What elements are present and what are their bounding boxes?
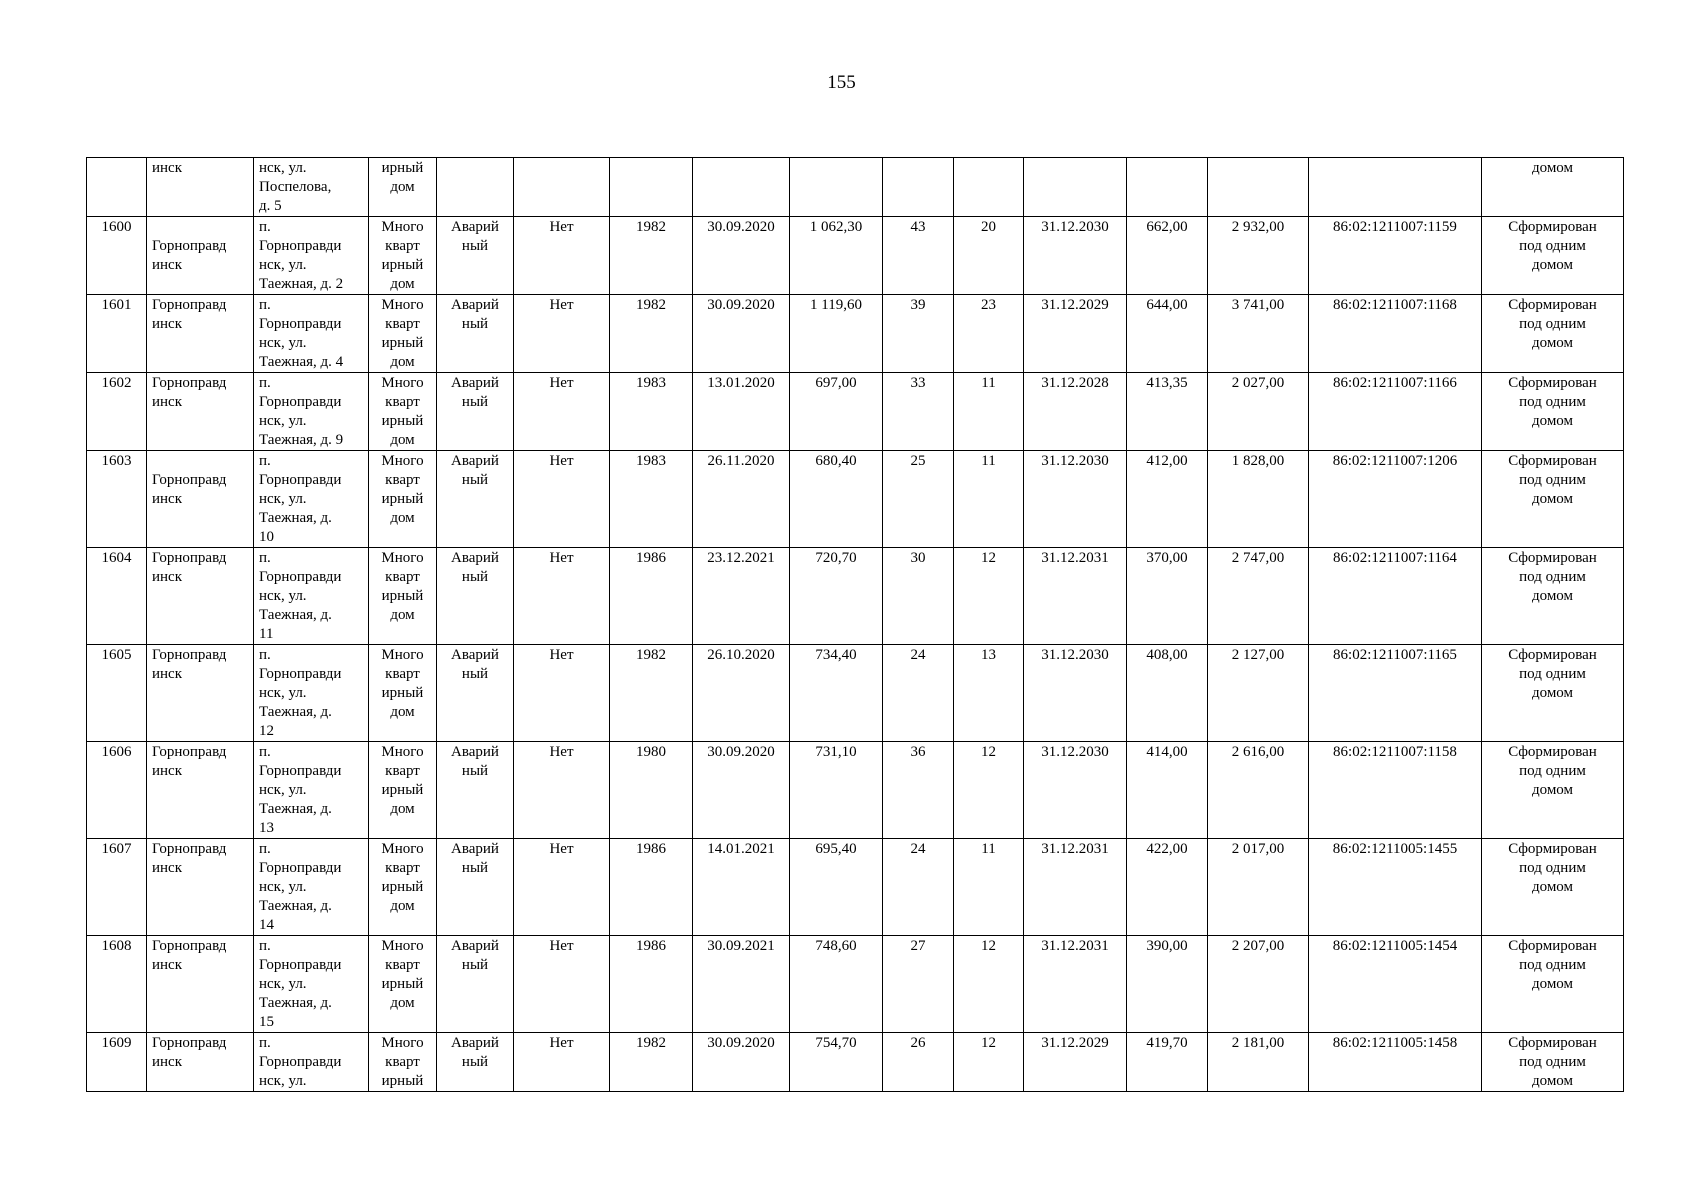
table-row <box>87 742 1624 839</box>
count-cell: 12 <box>954 1033 1024 1092</box>
area-cell: 408,00 <box>1127 645 1208 742</box>
table-row <box>87 217 1624 295</box>
count-cell <box>883 158 954 217</box>
house-type-cell: Много кварт ирный дом <box>369 373 437 451</box>
area-cell: 697,00 <box>790 373 883 451</box>
date-cell: 26.10.2020 <box>693 645 790 742</box>
house-type-cell: ирный дом <box>369 158 437 217</box>
land-status-cell: Сформирован под одним домом <box>1482 451 1624 548</box>
date-cell: 30.09.2020 <box>693 217 790 295</box>
year-cell: 1983 <box>610 451 693 548</box>
status-cell: Аварий ный <box>437 548 514 645</box>
cadastral-number-cell: 86:02:1211005:1455 <box>1309 839 1482 936</box>
house-type-cell: Много кварт ирный дом <box>369 295 437 373</box>
count-cell: 36 <box>883 742 954 839</box>
flag-cell: Нет <box>514 645 610 742</box>
area-cell: 412,00 <box>1127 451 1208 548</box>
land-status-cell: Сформирован под одним домом <box>1482 373 1624 451</box>
area-cell: 422,00 <box>1127 839 1208 936</box>
area-cell: 2 127,00 <box>1208 645 1309 742</box>
deadline-date-cell: 31.12.2031 <box>1024 548 1127 645</box>
year-cell: 1986 <box>610 936 693 1033</box>
area-cell: 413,35 <box>1127 373 1208 451</box>
area-cell: 748,60 <box>790 936 883 1033</box>
status-cell: Аварий ный <box>437 295 514 373</box>
area-cell: 1 119,60 <box>790 295 883 373</box>
address-cell: п. Горноправди нск, ул. Таежная, д. 10 <box>254 451 369 548</box>
flag-cell: Нет <box>514 1033 610 1092</box>
count-cell: 33 <box>883 373 954 451</box>
row-number: 1607 <box>87 839 147 936</box>
table-row <box>87 295 1624 373</box>
table-row <box>87 451 1624 548</box>
status-cell: Аварий ный <box>437 742 514 839</box>
deadline-date-cell: 31.12.2031 <box>1024 936 1127 1033</box>
area-cell: 414,00 <box>1127 742 1208 839</box>
area-cell <box>790 158 883 217</box>
address-cell: п. Горноправди нск, ул. Таежная, д. 9 <box>254 373 369 451</box>
area-cell: 2 932,00 <box>1208 217 1309 295</box>
deadline-date-cell: 31.12.2030 <box>1024 451 1127 548</box>
area-cell: 2 616,00 <box>1208 742 1309 839</box>
area-cell: 734,40 <box>790 645 883 742</box>
flag-cell: Нет <box>514 936 610 1033</box>
area-cell: 1 828,00 <box>1208 451 1309 548</box>
land-status-cell: Сформирован под одним домом <box>1482 1033 1624 1092</box>
count-cell: 24 <box>883 839 954 936</box>
status-cell: Аварий ный <box>437 373 514 451</box>
land-status-cell: Сформирован под одним домом <box>1482 548 1624 645</box>
area-cell: 2 207,00 <box>1208 936 1309 1033</box>
house-type-cell: Много кварт ирный дом <box>369 936 437 1033</box>
area-cell: 2 017,00 <box>1208 839 1309 936</box>
house-type-cell: Много кварт ирный дом <box>369 742 437 839</box>
land-status-cell: Сформирован под одним домом <box>1482 295 1624 373</box>
cadastral-number-cell: 86:02:1211007:1168 <box>1309 295 1482 373</box>
address-cell: п. Горноправди нск, ул. Таежная, д. 4 <box>254 295 369 373</box>
year-cell <box>610 158 693 217</box>
count-cell: 27 <box>883 936 954 1033</box>
cadastral-number-cell: 86:02:1211007:1164 <box>1309 548 1482 645</box>
cadastral-number-cell: 86:02:1211005:1454 <box>1309 936 1482 1033</box>
table-row <box>87 548 1624 645</box>
area-cell: 2 181,00 <box>1208 1033 1309 1092</box>
land-status-cell: Сформирован под одним домом <box>1482 742 1624 839</box>
area-cell: 419,70 <box>1127 1033 1208 1092</box>
house-type-cell: Много кварт ирный дом <box>369 839 437 936</box>
settlement-cell: Горноправд инск <box>147 548 254 645</box>
table-row <box>87 645 1624 742</box>
settlement-cell: Горноправд инск <box>147 742 254 839</box>
row-number <box>87 158 147 217</box>
address-cell: п. Горноправди нск, ул. Таежная, д. 12 <box>254 645 369 742</box>
settlement-cell: Горноправд инск <box>147 373 254 451</box>
table-row <box>87 373 1624 451</box>
deadline-date-cell <box>1024 158 1127 217</box>
count-cell: 30 <box>883 548 954 645</box>
area-cell: 720,70 <box>790 548 883 645</box>
date-cell: 14.01.2021 <box>693 839 790 936</box>
deadline-date-cell: 31.12.2030 <box>1024 645 1127 742</box>
flag-cell <box>514 158 610 217</box>
count-cell: 11 <box>954 451 1024 548</box>
house-type-cell: Много кварт ирный дом <box>369 645 437 742</box>
date-cell: 30.09.2020 <box>693 742 790 839</box>
cadastral-number-cell: 86:02:1211007:1158 <box>1309 742 1482 839</box>
house-type-cell: Много кварт ирный <box>369 1033 437 1092</box>
count-cell: 20 <box>954 217 1024 295</box>
settlement-cell: Горноправд инск <box>147 217 254 295</box>
date-cell: 26.11.2020 <box>693 451 790 548</box>
row-number: 1601 <box>87 295 147 373</box>
area-cell: 2 747,00 <box>1208 548 1309 645</box>
cadastral-number-cell: 86:02:1211007:1165 <box>1309 645 1482 742</box>
address-cell: п. Горноправди нск, ул. Таежная, д. 2 <box>254 217 369 295</box>
year-cell: 1982 <box>610 217 693 295</box>
count-cell <box>954 158 1024 217</box>
flag-cell: Нет <box>514 548 610 645</box>
settlement-cell: Горноправд инск <box>147 295 254 373</box>
status-cell: Аварий ный <box>437 839 514 936</box>
row-number: 1603 <box>87 451 147 548</box>
status-cell: Аварий ный <box>437 936 514 1033</box>
area-cell: 695,40 <box>790 839 883 936</box>
status-cell: Аварий ный <box>437 645 514 742</box>
date-cell <box>693 158 790 217</box>
count-cell: 24 <box>883 645 954 742</box>
year-cell: 1986 <box>610 839 693 936</box>
deadline-date-cell: 31.12.2030 <box>1024 217 1127 295</box>
house-type-cell: Много кварт ирный дом <box>369 217 437 295</box>
flag-cell: Нет <box>514 217 610 295</box>
date-cell: 30.09.2021 <box>693 936 790 1033</box>
row-number: 1608 <box>87 936 147 1033</box>
status-cell: Аварий ный <box>437 451 514 548</box>
address-cell: нск, ул. Поспелова, д. 5 <box>254 158 369 217</box>
status-cell: Аварий ный <box>437 1033 514 1092</box>
flag-cell: Нет <box>514 839 610 936</box>
count-cell: 23 <box>954 295 1024 373</box>
row-number: 1600 <box>87 217 147 295</box>
year-cell: 1982 <box>610 645 693 742</box>
year-cell: 1980 <box>610 742 693 839</box>
cadastral-number-cell: 86:02:1211007:1159 <box>1309 217 1482 295</box>
row-number: 1604 <box>87 548 147 645</box>
area-cell: 754,70 <box>790 1033 883 1092</box>
status-cell: Аварий ный <box>437 217 514 295</box>
address-cell: п. Горноправди нск, ул. <box>254 1033 369 1092</box>
settlement-cell: инск <box>147 158 254 217</box>
settlement-cell: Горноправд инск <box>147 451 254 548</box>
address-cell: п. Горноправди нск, ул. Таежная, д. 11 <box>254 548 369 645</box>
page-number: 155 <box>827 72 856 93</box>
area-cell <box>1127 158 1208 217</box>
count-cell: 43 <box>883 217 954 295</box>
area-cell: 644,00 <box>1127 295 1208 373</box>
year-cell: 1986 <box>610 548 693 645</box>
area-cell: 662,00 <box>1127 217 1208 295</box>
count-cell: 13 <box>954 645 1024 742</box>
cadastral-number-cell <box>1309 158 1482 217</box>
land-status-cell: Сформирован под одним домом <box>1482 839 1624 936</box>
row-number: 1605 <box>87 645 147 742</box>
flag-cell: Нет <box>514 451 610 548</box>
count-cell: 25 <box>883 451 954 548</box>
deadline-date-cell: 31.12.2029 <box>1024 1033 1127 1092</box>
settlement-cell: Горноправд инск <box>147 936 254 1033</box>
row-number: 1609 <box>87 1033 147 1092</box>
settlement-cell: Горноправд инск <box>147 839 254 936</box>
count-cell: 12 <box>954 936 1024 1033</box>
date-cell: 30.09.2020 <box>693 1033 790 1092</box>
row-number: 1606 <box>87 742 147 839</box>
status-cell <box>437 158 514 217</box>
flag-cell: Нет <box>514 295 610 373</box>
date-cell: 30.09.2020 <box>693 295 790 373</box>
housing-registry-table <box>86 157 1624 1092</box>
address-cell: п. Горноправди нск, ул. Таежная, д. 13 <box>254 742 369 839</box>
area-cell: 731,10 <box>790 742 883 839</box>
house-type-cell: Много кварт ирный дом <box>369 451 437 548</box>
land-status-cell: Сформирован под одним домом <box>1482 217 1624 295</box>
date-cell: 13.01.2020 <box>693 373 790 451</box>
area-cell: 390,00 <box>1127 936 1208 1033</box>
count-cell: 11 <box>954 839 1024 936</box>
area-cell: 3 741,00 <box>1208 295 1309 373</box>
area-cell <box>1208 158 1309 217</box>
count-cell: 26 <box>883 1033 954 1092</box>
land-status-cell: Сформирован под одним домом <box>1482 645 1624 742</box>
count-cell: 12 <box>954 548 1024 645</box>
land-status-cell: Сформирован под одним домом <box>1482 936 1624 1033</box>
deadline-date-cell: 31.12.2030 <box>1024 742 1127 839</box>
table-row <box>87 839 1624 936</box>
date-cell: 23.12.2021 <box>693 548 790 645</box>
year-cell: 1983 <box>610 373 693 451</box>
area-cell: 370,00 <box>1127 548 1208 645</box>
count-cell: 12 <box>954 742 1024 839</box>
deadline-date-cell: 31.12.2028 <box>1024 373 1127 451</box>
deadline-date-cell: 31.12.2031 <box>1024 839 1127 936</box>
table-row <box>87 1033 1624 1092</box>
address-cell: п. Горноправди нск, ул. Таежная, д. 14 <box>254 839 369 936</box>
table-row <box>87 936 1624 1033</box>
year-cell: 1982 <box>610 295 693 373</box>
table-row <box>87 158 1624 217</box>
row-number: 1602 <box>87 373 147 451</box>
cadastral-number-cell: 86:02:1211005:1458 <box>1309 1033 1482 1092</box>
land-status-cell: домом <box>1482 158 1624 217</box>
year-cell: 1982 <box>610 1033 693 1092</box>
address-cell: п. Горноправди нск, ул. Таежная, д. 15 <box>254 936 369 1033</box>
count-cell: 39 <box>883 295 954 373</box>
count-cell: 11 <box>954 373 1024 451</box>
settlement-cell: Горноправд инск <box>147 645 254 742</box>
area-cell: 2 027,00 <box>1208 373 1309 451</box>
flag-cell: Нет <box>514 373 610 451</box>
area-cell: 1 062,30 <box>790 217 883 295</box>
area-cell: 680,40 <box>790 451 883 548</box>
deadline-date-cell: 31.12.2029 <box>1024 295 1127 373</box>
cadastral-number-cell: 86:02:1211007:1166 <box>1309 373 1482 451</box>
house-type-cell: Много кварт ирный дом <box>369 548 437 645</box>
flag-cell: Нет <box>514 742 610 839</box>
settlement-cell: Горноправд инск <box>147 1033 254 1092</box>
cadastral-number-cell: 86:02:1211007:1206 <box>1309 451 1482 548</box>
